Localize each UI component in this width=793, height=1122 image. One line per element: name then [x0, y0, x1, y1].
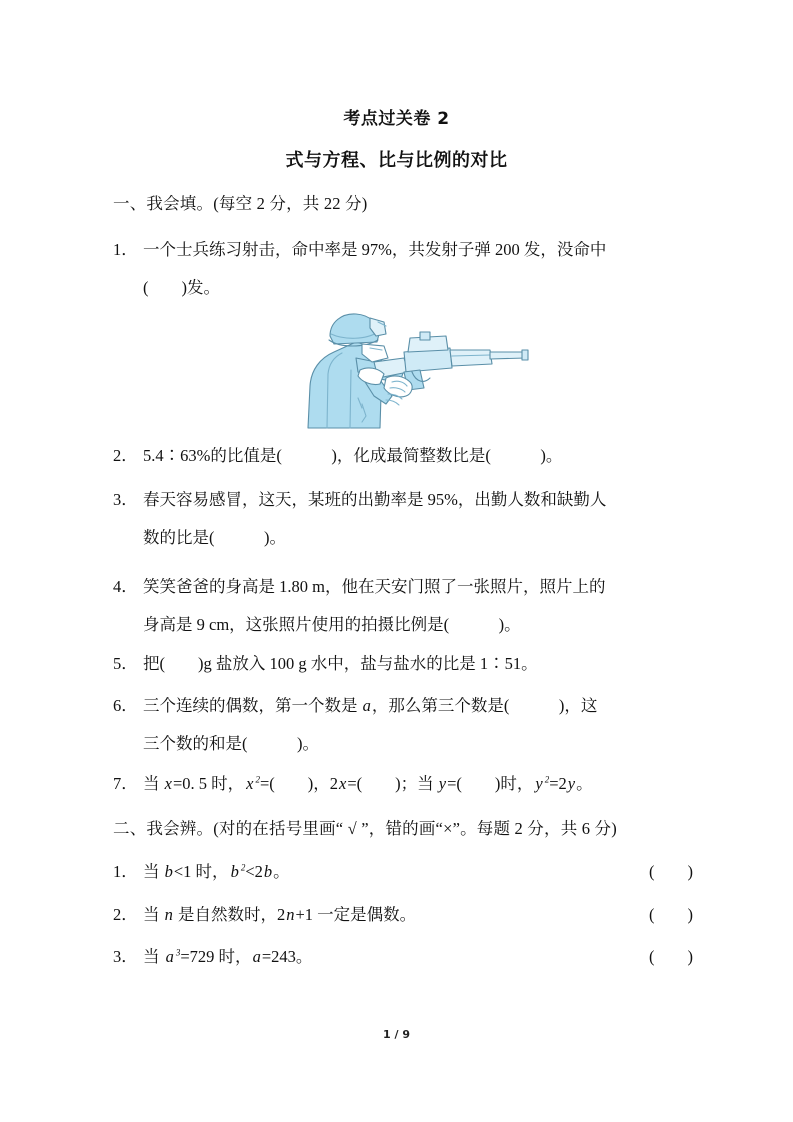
question-number: 4． — [113, 577, 138, 596]
question-text: 当 b<1 时， b $^2$<2b。 — [143, 862, 290, 881]
question-number: 2． — [113, 446, 138, 465]
question-number: 1． — [113, 862, 138, 881]
question-1-7 — [113, 765, 693, 803]
question-2-2 — [113, 896, 693, 934]
question-number: 5． — [113, 654, 138, 673]
question-number: 7． — [113, 774, 138, 793]
question-text: 春天容易感冒，这天，某班的出勤率是 95%，出勤人数和缺勤人 数的比是( )。 — [143, 490, 607, 547]
page-number-footer: 1 / 9 — [383, 1028, 410, 1041]
question-2-3 — [113, 938, 693, 976]
question-1-4 — [113, 568, 693, 644]
section-heading-2: 二、我会辨。(对的在括号里画“ √ ”，错的画“×”。每题 2 分，共 6 分) — [113, 819, 617, 838]
question-2-1 — [113, 853, 693, 891]
question-number: 1． — [113, 240, 138, 259]
section-heading-1: 一、我会填。(每空 2 分，共 22 分) — [113, 194, 368, 213]
question-text: 一个士兵练习射击，命中率是 97%，共发射子弹 200 发，没命中 ( )发。 — [143, 240, 607, 297]
question-1-6 — [113, 687, 693, 763]
question-text: 当 a $^3$=729 时，a=243。 — [143, 947, 313, 966]
question-1-3 — [113, 481, 693, 557]
answer-parenthesis[interactable]: ( ) — [649, 905, 693, 924]
question-1-1 — [113, 231, 693, 307]
question-number: 3． — [113, 947, 138, 966]
page-subtitle: 式与方程、比与比例的对比 — [285, 150, 508, 171]
answer-parenthesis[interactable]: ( ) — [649, 947, 693, 966]
question-text: 三个连续的偶数，第一个数是 a，那么第三个数是( )，这 三个数的和是( )。 — [143, 696, 598, 753]
page-title: 考点过关卷 2 — [343, 109, 450, 129]
question-text: 5.4∶63%的比值是( )，化成最简整数比是( )。 — [143, 446, 563, 465]
question-number: 6． — [113, 696, 138, 715]
question-text: 当 x=0. 5 时， x $^2$=( )，2x=( )；当 y=( )时， y $^2$=2y。 — [143, 774, 593, 793]
answer-parenthesis[interactable]: ( ) — [649, 862, 693, 881]
question-number: 2． — [113, 905, 138, 924]
question-1-2 — [113, 437, 693, 475]
soldier-aiming-rifle-illustration — [300, 300, 530, 430]
question-number: 3． — [113, 490, 138, 509]
question-text: 当 n 是自然数时，2n+1 一定是偶数。 — [143, 905, 417, 924]
question-1-5 — [113, 645, 693, 683]
question-text: 笑笑爸爸的身高是 1.80 m，他在天安门照了一张照片，照片上的 身高是 9 cm，这张照片使用的拍摄比例是( )。 — [143, 577, 606, 634]
question-text: 把( )g 盐放入 100 g 水中，盐与盐水的比是 1∶51。 — [143, 654, 538, 673]
